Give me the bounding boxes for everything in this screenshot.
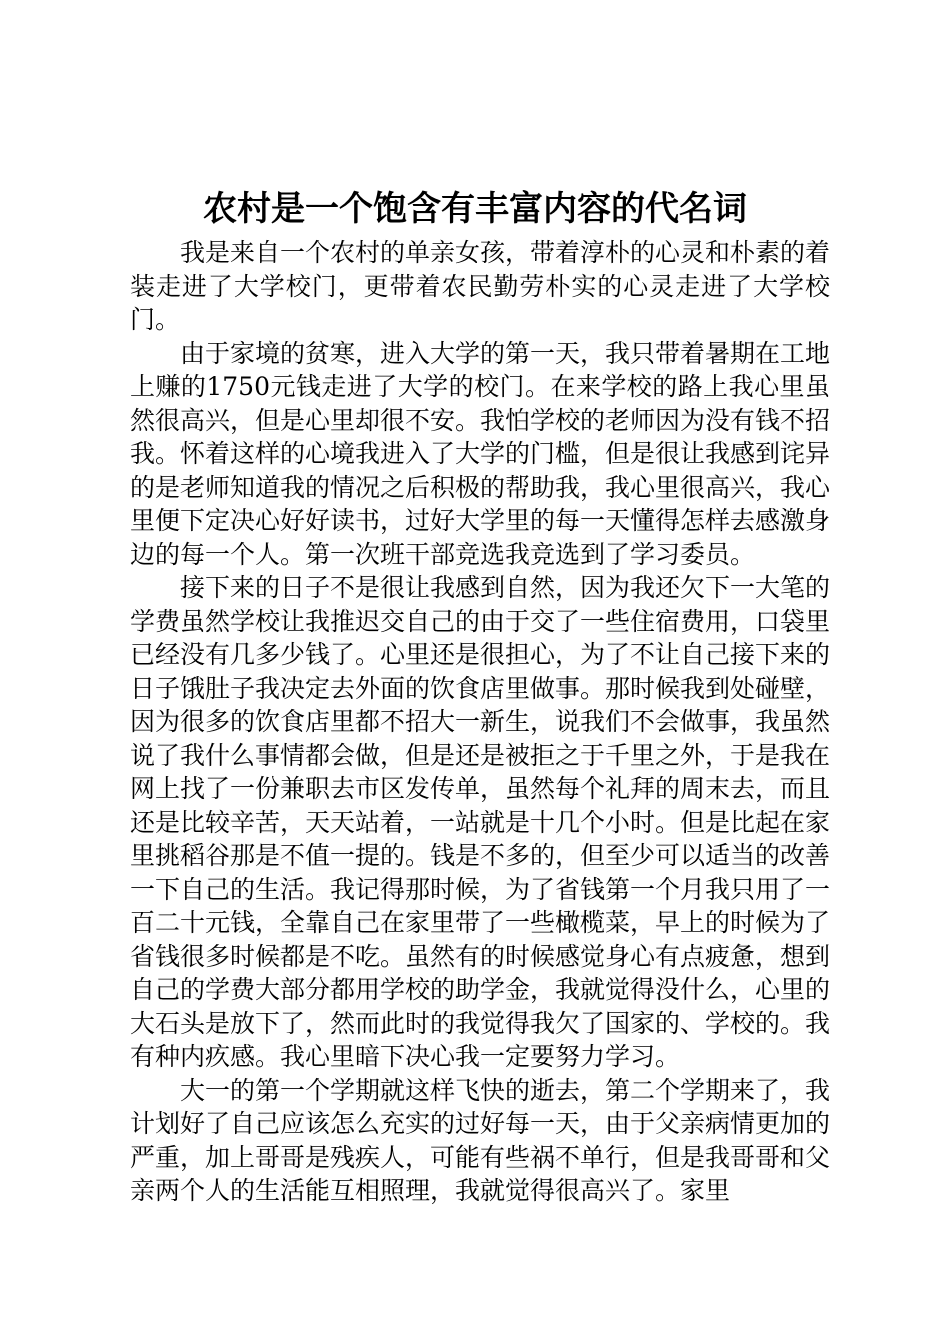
paragraph: 接下来的日子不是很让我感到自然，因为我还欠下一大笔的学费虽然学校让我推迟交自己的由于交了一些住宿费用，口袋里已经没有几多少钱了。心里还是很担心，为了不让自己接下来的日子饿肚子我决定去外面的饮食店里做事。那时候我到处碰壁，因为很多的饮食店里都不招大一新生，说我们不会做事，我虽然说了我什么事情都会做，但是还是被拒之于千里之外，于是我在网上找了一份兼职去市区发传单，虽然每个礼拜的周末去，而且还是比较辛苦，天天站着，一站就是十几个小时。但是比起在家里挑稻谷那是不值一提的。钱是不多的，但至少可以适当的改善一下自己的生活。我记得那时候，为了省钱第一个月我只用了一百二十元钱，全靠自己在家里带了一些橄榄菜，早上的时候为了省钱很多时候都是不吃。虽然有的时候感觉身心有点疲惫，想到自己的学费大部分都用学校的助学金，我就觉得没什么，心里的大石头是放下了，然而此时的我觉得我欠了国家的、学校的。我有种内疚感。我心里暗下决心我一定要努力学习。: [130, 573, 831, 1071]
document-title: 农村是一个饱含有丰富内容的代名词: [203, 189, 747, 229]
paragraph: 由于家境的贫寒，进入大学的第一天，我只带着暑期在工地上赚的1750元钱走进了大学的校门。在来学校的路上我心里虽然很高兴，但是心里却很不安。我怕学校的老师因为没有钱不招我。怀着这样的心境我进入了大学的门槛，但是很让我感到诧异的是老师知道我的情况之后积极的帮助我，我心里很高兴，我心里便下定决心好好读书，过好大学里的每一天懂得怎样去感激身边的每一个人。第一次班干部竞选我竞选到了学习委员。: [130, 338, 831, 569]
document-body: [130, 236, 830, 1208]
paragraph: 大一的第一个学期就这样飞快的逝去，第二个学期来了，我计划好了自己应该怎么充实的过好每一天，由于父亲病情更加的严重，加上哥哥是残疾人，可能有些祸不单行，但是我哥哥和父亲两个人的生活能互相照理，我就觉得很高兴了。家里: [130, 1075, 831, 1205]
paragraph: 我是来自一个农村的单亲女孩，带着淳朴的心灵和朴素的着装走进了大学校门，更带着农民勤劳朴实的心灵走进了大学校门。: [130, 238, 831, 334]
